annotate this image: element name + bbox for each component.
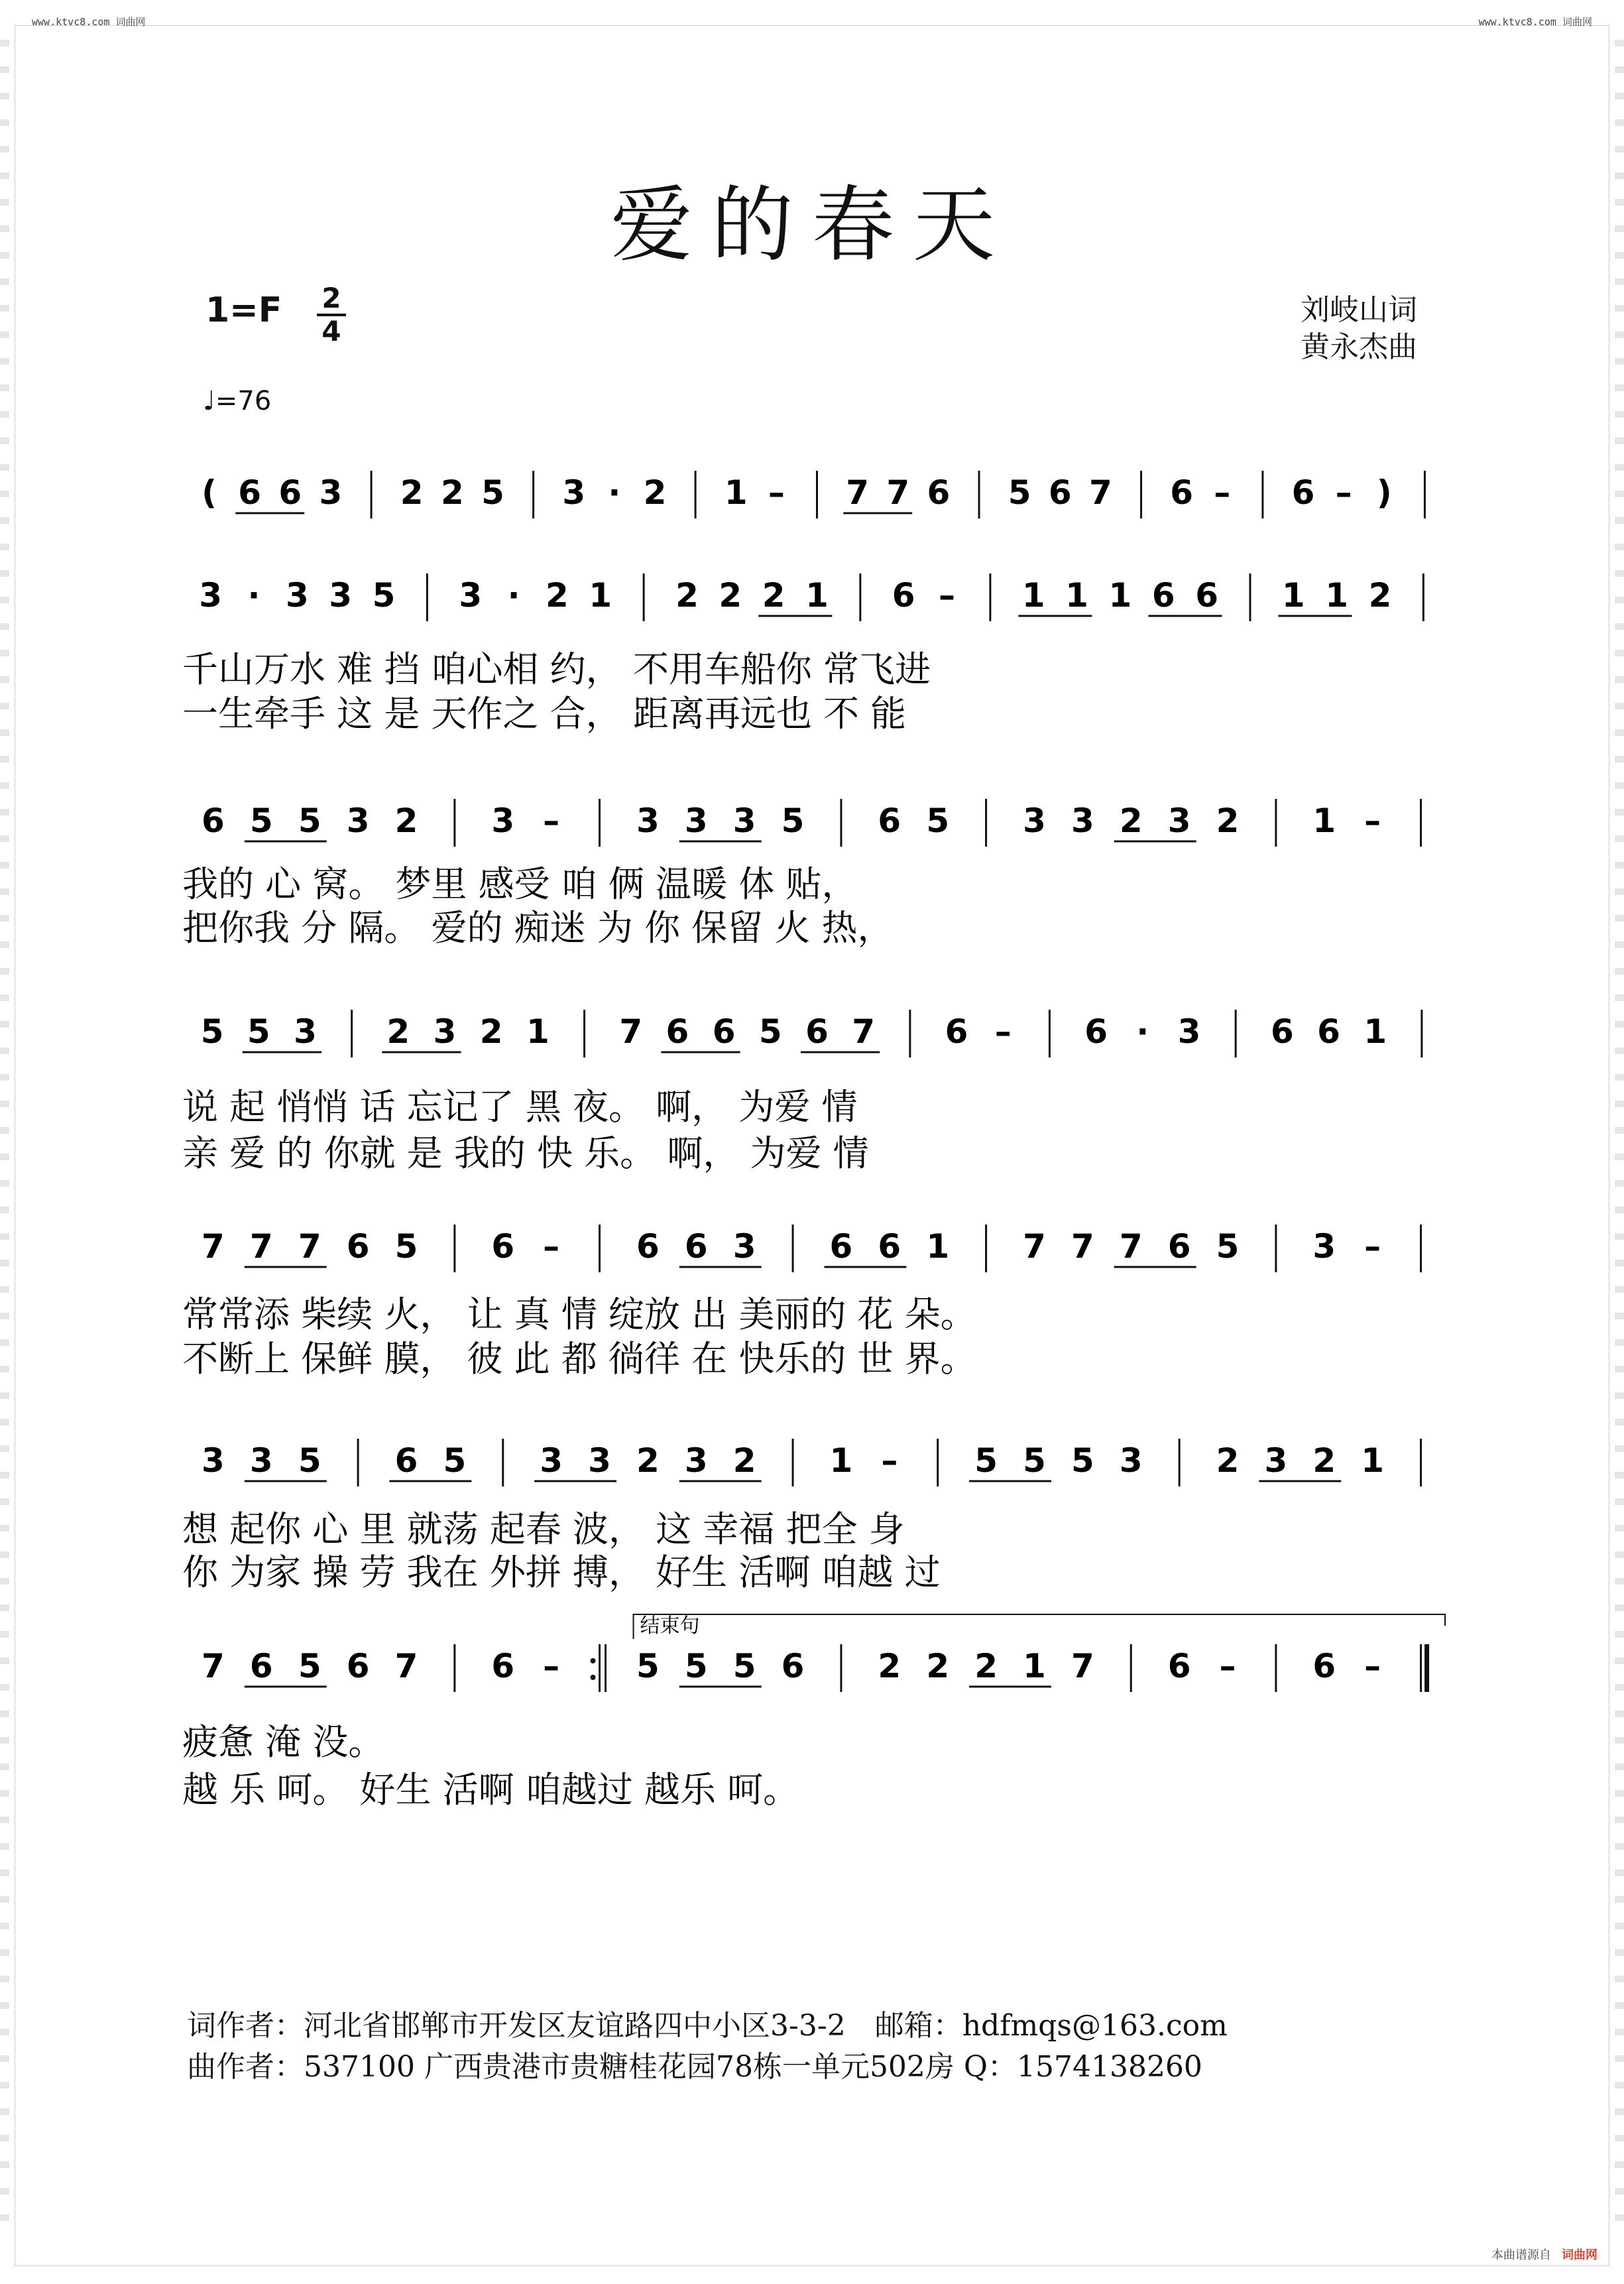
- note-symbol: 5: [684, 1647, 708, 1685]
- note-symbol: 2: [1119, 802, 1143, 840]
- lyricist-credit: 刘岐山词: [1301, 293, 1417, 327]
- note-symbol: 2: [762, 576, 785, 615]
- note-symbol: 3: [285, 576, 309, 615]
- note-symbol: 5: [443, 1441, 467, 1480]
- note-symbol: 6: [829, 1227, 853, 1266]
- lyric-line-verse-2: 不断上 保鲜 膜， 彼 此 都 徜徉 在 快乐的 世 界。: [182, 1338, 976, 1380]
- note-symbol: 6: [1167, 1227, 1191, 1266]
- note-symbol: 5: [1008, 473, 1031, 512]
- repeat-dot: [591, 1658, 596, 1663]
- note-symbol: 6: [781, 1647, 805, 1685]
- note-symbol: 3: [199, 576, 223, 615]
- note-symbol: 2: [546, 576, 569, 615]
- note-symbol: 1: [1023, 1647, 1046, 1685]
- note-symbol: 2: [732, 1441, 756, 1480]
- note-symbol: 1: [1021, 576, 1045, 615]
- lyric-line-verse-2: 一生牵手 这 是 天作之 合， 距离再远也 不 能: [182, 693, 907, 735]
- note-symbol: 3: [684, 802, 708, 840]
- note-symbol: 7: [846, 473, 870, 512]
- note-symbol: –: [543, 1647, 560, 1685]
- note-symbol: 6: [394, 1441, 418, 1480]
- note-symbol: 5: [781, 802, 805, 840]
- note-symbol: 3: [459, 576, 483, 615]
- note-symbol: 6: [805, 1012, 829, 1051]
- note-symbol: –: [1214, 473, 1231, 512]
- note-symbol: 3: [329, 576, 353, 615]
- note-symbol: 6: [491, 1227, 515, 1266]
- note-symbol: 6: [1151, 576, 1175, 615]
- note-symbol: 1: [926, 1227, 950, 1266]
- note-symbol: –: [939, 576, 956, 615]
- note-symbol: 1: [829, 1441, 853, 1480]
- note-symbol: 1: [1065, 576, 1088, 615]
- footer-line-lyricist: 词作者：河北省邯郸市开发区友谊路四中小区3-3-2 邮箱：hdfmqs@163.com: [187, 2009, 1228, 2043]
- note-symbol: 3: [684, 1441, 708, 1480]
- note-symbol: 6: [1312, 1647, 1336, 1685]
- note-symbol: 2: [440, 473, 464, 512]
- note-symbol: –: [768, 473, 785, 512]
- ending-bracket: [634, 1614, 1445, 1639]
- lyric-line-verse-1: 说 起 悄悄 话 忘记了 黑 夜。 啊， 为爱 情: [182, 1086, 858, 1128]
- composer-credit: 黄永杰曲: [1301, 330, 1417, 364]
- note-symbol: 5: [974, 1441, 998, 1480]
- time-signature-bottom: 4: [321, 315, 341, 347]
- note-symbol: 2: [479, 1012, 503, 1051]
- note-symbol: 3: [491, 802, 515, 840]
- note-symbol: 7: [1119, 1227, 1143, 1266]
- note-symbol: 3: [433, 1012, 457, 1051]
- lyric-line-verse-2: 亲 爱 的 你就 是 我的 快 乐。 啊， 为爱 情: [182, 1132, 869, 1174]
- note-symbol: 3: [732, 1227, 756, 1266]
- key-signature: 1=F: [205, 290, 282, 330]
- note-symbol: 5: [636, 1647, 660, 1685]
- note-symbol: 3: [1023, 802, 1046, 840]
- header-left-url: www.ktvc8.com 词曲网: [32, 16, 146, 28]
- note-symbol: –: [994, 1012, 1012, 1051]
- note-symbol: –: [543, 802, 560, 840]
- tempo-marking: ♩=76: [203, 386, 272, 416]
- note-symbol: 2: [719, 576, 742, 615]
- note-symbol: 5: [1071, 1441, 1094, 1480]
- note-symbol: 2: [1216, 1441, 1240, 1480]
- note-symbol: 6: [1167, 1647, 1191, 1685]
- note-symbol: 6: [927, 473, 951, 512]
- note-symbol: 5: [298, 802, 321, 840]
- note-symbol: 5: [1023, 1441, 1046, 1480]
- note-symbol: 1: [589, 576, 612, 615]
- note-symbol: 7: [202, 1647, 225, 1685]
- note-symbol: 2: [636, 1441, 660, 1480]
- lyric-line-verse-2: 越 乐 呵。 好生 活啊 咱越过 越乐 呵。: [182, 1769, 799, 1811]
- note-symbol: 6: [278, 473, 302, 512]
- note-symbol: 3: [249, 1441, 273, 1480]
- lyric-line-verse-1: 我的 心 窝。 梦里 感受 咱 俩 温暖 体 贴，: [182, 863, 858, 905]
- note-symbol: 5: [926, 802, 950, 840]
- note-symbol: 5: [732, 1647, 756, 1685]
- watermark-brand: 词曲网: [1562, 2248, 1597, 2262]
- note-symbol: 5: [1216, 1227, 1240, 1266]
- note-symbol: 5: [394, 1227, 418, 1266]
- note-symbol: –: [881, 1441, 898, 1480]
- note-symbol: 1: [1325, 576, 1349, 615]
- note-symbol: –: [1335, 473, 1352, 512]
- note-symbol: 7: [249, 1227, 273, 1266]
- note-symbol: 5: [758, 1012, 782, 1051]
- lyric-line-verse-1: 千山万水 难 挡 咱心相 约， 不用车船你 常飞进: [182, 648, 931, 690]
- footer-line-composer: 曲作者：537100 广西贵港市贵糖桂花园78栋一单元502房 Q：1574138260: [187, 2050, 1202, 2084]
- repeat-dot: [591, 1675, 596, 1680]
- note-symbol: 7: [202, 1227, 225, 1266]
- note-symbol: 5: [298, 1647, 321, 1685]
- note-symbol: 3: [1167, 802, 1191, 840]
- note-symbol: 1: [1363, 1012, 1387, 1051]
- note-symbol: 1: [805, 576, 829, 615]
- note-symbol: 6: [202, 802, 225, 840]
- note-symbol: 1: [1312, 802, 1336, 840]
- note-symbol: 6: [1048, 473, 1072, 512]
- note-symbol: 6: [878, 1227, 901, 1266]
- note-symbol: 7: [886, 473, 910, 512]
- note-symbol: 2: [974, 1647, 998, 1685]
- note-symbol: 3: [732, 802, 756, 840]
- footer-contacts: [187, 2006, 1228, 2088]
- note-symbol: 3: [1312, 1227, 1336, 1266]
- note-symbol: 1: [1108, 576, 1132, 615]
- note-symbol: 6: [1270, 1012, 1294, 1051]
- note-symbol: 6: [878, 802, 901, 840]
- note-symbol: 5: [372, 576, 396, 615]
- note-symbol: ·: [507, 576, 520, 615]
- lyric-line-verse-1: 常常添 柴续 火， 让 真 情 绽放 出 美丽的 花 朵。: [182, 1293, 976, 1335]
- note-symbol: 1: [1361, 1441, 1385, 1480]
- note-symbol: –: [1219, 1647, 1236, 1685]
- note-symbol: 3: [1177, 1012, 1201, 1051]
- note-symbol: 5: [200, 1012, 224, 1051]
- note-symbol: ·: [247, 576, 261, 615]
- note-symbol: 3: [636, 802, 660, 840]
- note-symbol: 2: [926, 1647, 950, 1685]
- note-symbol: 2: [643, 473, 667, 512]
- note-symbol: 7: [1071, 1647, 1094, 1685]
- note-symbol: 6: [1317, 1012, 1340, 1051]
- note-symbol: ·: [608, 473, 621, 512]
- lyric-line-verse-2: 你 为家 操 劳 我在 外拼 搏， 好生 活啊 咱越 过: [182, 1551, 941, 1593]
- watermark-source: 本曲谱源自: [1491, 2248, 1551, 2262]
- note-symbol: 6: [1291, 473, 1315, 512]
- note-symbol: 7: [852, 1012, 876, 1051]
- note-symbol: 5: [481, 473, 504, 512]
- note-symbol: 2: [878, 1647, 901, 1685]
- note-symbol: 6: [636, 1227, 660, 1266]
- note-symbol: 3: [294, 1012, 317, 1051]
- note-symbol: 6: [238, 473, 262, 512]
- note-symbol: 6: [1084, 1012, 1108, 1051]
- note-symbol: 1: [1281, 576, 1305, 615]
- note-symbol: 7: [619, 1012, 643, 1051]
- note-symbol: 5: [247, 1012, 270, 1051]
- lyric-line-verse-2: 把你我 分 隔。 爱的 痴迷 为 你 保留 火 热，: [182, 907, 894, 949]
- note-symbol: 6: [684, 1227, 708, 1266]
- note-symbol: ): [1376, 473, 1392, 512]
- note-symbol: 3: [540, 1441, 563, 1480]
- note-symbol: 7: [1089, 473, 1112, 512]
- note-symbol: 5: [249, 802, 273, 840]
- note-symbol: 2: [675, 576, 699, 615]
- note-symbol: 6: [892, 576, 915, 615]
- note-symbol: 3: [1119, 1441, 1143, 1480]
- note-symbol: 6: [346, 1227, 370, 1266]
- note-symbol: –: [1364, 1227, 1381, 1266]
- note-symbol: 7: [298, 1227, 321, 1266]
- note-symbol: 6: [1195, 576, 1219, 615]
- note-symbol: 1: [526, 1012, 550, 1051]
- time-signature-top: 2: [321, 282, 341, 314]
- note-symbol: 2: [1216, 802, 1240, 840]
- note-symbol: ·: [1136, 1012, 1149, 1051]
- note-symbol: 2: [1312, 1441, 1336, 1480]
- song-title: 爱的春天: [610, 178, 1014, 273]
- note-symbol: 3: [202, 1441, 225, 1480]
- note-symbol: 2: [1368, 576, 1392, 615]
- note-symbol: –: [543, 1227, 560, 1266]
- ending-label: 结束句: [640, 1614, 700, 1638]
- note-symbol: 7: [1023, 1227, 1046, 1266]
- note-symbol: 7: [394, 1647, 418, 1685]
- note-symbol: 3: [1071, 802, 1094, 840]
- note-symbol: 6: [945, 1012, 968, 1051]
- note-symbol: 6: [346, 1647, 370, 1685]
- note-symbol: 3: [588, 1441, 611, 1480]
- lyric-line-verse-1: 疲惫 淹 没。: [182, 1721, 384, 1763]
- note-symbol: 3: [346, 802, 370, 840]
- note-symbol: 1: [724, 473, 748, 512]
- note-symbol: 6: [666, 1012, 689, 1051]
- note-symbol: 6: [712, 1012, 736, 1051]
- note-symbol: (: [202, 473, 217, 512]
- header-right-url: www.ktvc8.com 词曲网: [1478, 16, 1592, 28]
- note-symbol: 5: [298, 1441, 321, 1480]
- note-symbol: 3: [562, 473, 586, 512]
- note-symbol: 2: [400, 473, 424, 512]
- note-symbol: 6: [491, 1647, 515, 1685]
- note-symbol: 3: [1264, 1441, 1288, 1480]
- note-symbol: 2: [386, 1012, 410, 1051]
- note-symbol: –: [1364, 1647, 1381, 1685]
- note-symbol: 7: [1071, 1227, 1094, 1266]
- lyric-line-verse-1: 想 起你 心 里 就荡 起春 波， 这 幸福 把全 身: [182, 1508, 905, 1550]
- note-symbol: 3: [319, 473, 343, 512]
- note-symbol: 6: [249, 1647, 273, 1685]
- note-symbol: 2: [394, 802, 418, 840]
- note-symbol: –: [1364, 802, 1381, 840]
- note-symbol: 6: [1170, 473, 1194, 512]
